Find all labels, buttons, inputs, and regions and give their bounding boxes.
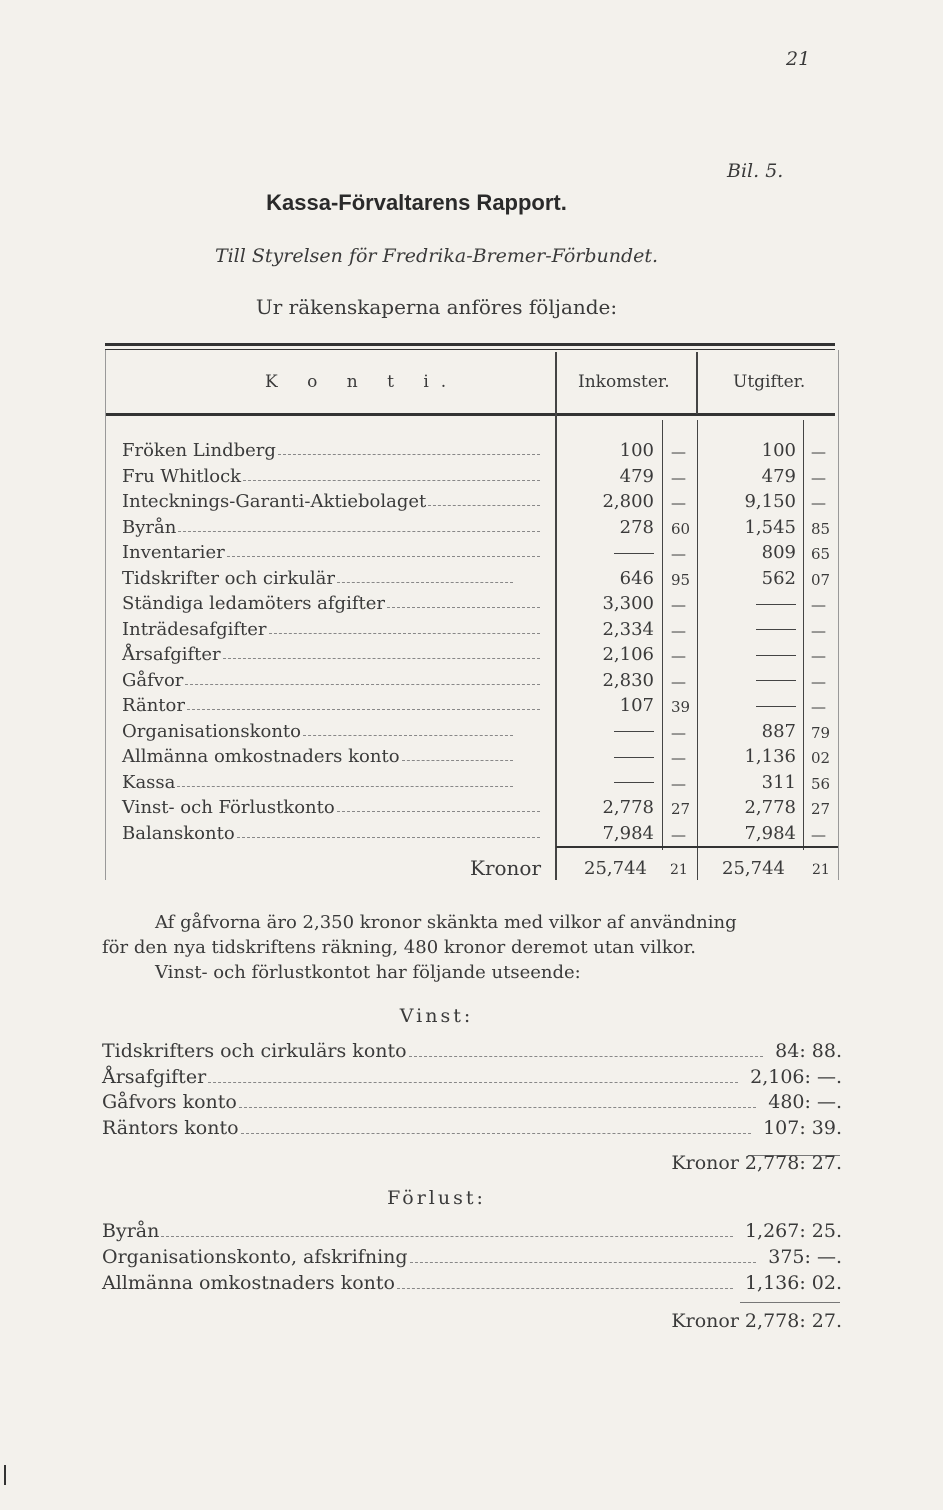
utgifter-kronor: 809	[761, 542, 796, 563]
utgifter-kronor: 562	[761, 567, 796, 589]
leader-dots	[410, 1262, 757, 1263]
account-name: Gåfvor	[122, 669, 184, 691]
leader-dots	[337, 582, 513, 583]
forlust-heading: Förlust:	[387, 1187, 486, 1209]
table-row	[0, 619, 943, 645]
utgifter-ore: —	[811, 825, 826, 844]
empty-amount-dash	[614, 731, 654, 732]
utgifter-ore: —	[811, 647, 826, 665]
utgifter-ore: —	[811, 468, 826, 487]
inkomster-ore: —	[671, 647, 686, 665]
leader-dots	[227, 556, 540, 557]
vinst-row	[102, 1091, 842, 1117]
leader-dots	[161, 1236, 733, 1237]
forlust-item-name: Organisationskonto, afskrifning	[102, 1246, 408, 1268]
inkomster-ore: —	[671, 774, 686, 793]
inkomster-kronor: 2,800	[602, 491, 654, 512]
account-name: Intecknings-Garanti-Aktiebolaget	[122, 491, 427, 512]
utgifter-kronor: 1,136	[744, 746, 796, 767]
table-row	[0, 797, 943, 823]
inkomster-kronor	[614, 721, 654, 742]
utgifter-ore: —	[811, 596, 826, 614]
table-row	[0, 772, 943, 798]
account-name: Kassa	[122, 771, 176, 793]
vinst-item-value: 107: 39.	[763, 1116, 842, 1139]
vinst-item-value: 480: —.	[768, 1091, 842, 1113]
utgifter-kronor	[756, 695, 796, 716]
inkomster-kronor	[614, 746, 654, 767]
header-inkomster: Inkomster.	[578, 372, 670, 392]
vinst-heading: Vinst:	[399, 1005, 474, 1027]
vinst-total: Kronor 2,778: 27.	[671, 1152, 842, 1174]
leader-dots	[397, 1288, 733, 1289]
table-row	[0, 644, 943, 670]
table-row	[0, 517, 943, 543]
inkomster-kronor: 7,984	[602, 822, 654, 844]
utgifter-ore: 27	[811, 800, 831, 818]
utgifter-kronor: 479	[761, 465, 796, 487]
forlust-row	[102, 1220, 842, 1246]
table-row	[0, 695, 943, 721]
leader-dots	[187, 709, 540, 710]
inkomster-ore: —	[671, 621, 686, 640]
forlust-total: Kronor 2,778: 27.	[671, 1310, 842, 1332]
utgifter-ore: 65	[811, 545, 831, 563]
account-name: Allmänna omkostnaders konto	[122, 746, 400, 767]
utgifter-ore: —	[811, 672, 826, 691]
utgifter-ore: —	[811, 698, 826, 716]
leader-dots	[243, 480, 540, 481]
inkomster-kronor	[614, 542, 654, 563]
inkomster-kronor: 479	[619, 465, 654, 487]
vinst-item-name: Gåfvors konto	[102, 1091, 237, 1113]
leader-dots	[428, 505, 540, 506]
inkomster-kronor: 646	[619, 567, 654, 589]
forlust-sum-rule	[740, 1302, 840, 1303]
forlust-item-value: 1,136: 02.	[744, 1272, 842, 1294]
leader-dots	[337, 811, 540, 812]
empty-amount-dash	[756, 706, 796, 707]
leader-dots	[387, 607, 540, 608]
account-name: Fröken Lindberg	[122, 440, 276, 461]
inkomster-kronor: 3,300	[602, 593, 654, 614]
table-row	[0, 568, 943, 594]
inkomster-kronor: 278	[619, 516, 654, 538]
leader-dots	[223, 658, 540, 659]
account-name: Byrån	[122, 516, 177, 538]
total-rule	[556, 846, 838, 848]
utgifter-kronor: 7,984	[744, 822, 796, 844]
forlust-row	[102, 1272, 842, 1298]
inkomster-ore: —	[671, 468, 686, 487]
page-number: 21	[786, 48, 811, 70]
header-utgifter: Utgifter.	[733, 372, 806, 392]
paragraph-gifts-line1: Af gåfvorna äro 2,350 kronor skänkta med vilkor af användning	[155, 912, 737, 933]
table-row	[0, 746, 943, 772]
total-inkomster-ore: 21	[670, 862, 688, 878]
table-row	[0, 823, 943, 849]
forlust-item-name: Byrån	[102, 1220, 160, 1242]
inkomster-ore: 39	[671, 698, 691, 716]
inkomster-ore: —	[671, 723, 686, 742]
utgifter-kronor: 100	[761, 440, 796, 461]
utgifter-kronor	[756, 593, 796, 614]
table-header-rule	[105, 413, 835, 416]
inkomster-ore: —	[671, 494, 686, 512]
utgifter-kronor: 887	[761, 720, 796, 742]
utgifter-ore: —	[811, 621, 826, 640]
inkomster-ore: —	[671, 749, 686, 767]
utgifter-ore: 56	[811, 774, 831, 793]
leader-dots	[269, 633, 540, 634]
utgifter-ore: 85	[811, 519, 831, 538]
scan-mark	[4, 1465, 6, 1485]
leader-dots	[402, 760, 513, 761]
inkomster-ore: —	[671, 596, 686, 614]
utgifter-kronor	[756, 619, 796, 640]
vinst-item-value: 2,106: —.	[750, 1065, 842, 1088]
vinst-item-name: Räntors konto	[102, 1116, 239, 1139]
utgifter-kronor	[756, 644, 796, 665]
utgifter-kronor: 311	[761, 771, 796, 793]
inkomster-ore: 27	[671, 800, 691, 818]
utgifter-ore: 07	[811, 570, 831, 589]
addressee: Till Styrelsen för Fredrika-Bremer-Förbundet.	[214, 245, 659, 267]
table-row	[0, 593, 943, 619]
leader-dots	[278, 454, 540, 455]
vinst-row	[102, 1066, 842, 1092]
account-name: Inventarier	[122, 542, 225, 563]
utgifter-ore: 02	[811, 749, 831, 767]
paragraph-profit-loss: Vinst- och förlustkontot har följande utseende:	[155, 962, 581, 983]
leader-dots	[237, 837, 540, 838]
header-konti: K o n t i.	[265, 372, 459, 392]
table-row	[0, 466, 943, 492]
account-name: Räntor	[122, 695, 185, 716]
leader-dots	[303, 735, 513, 736]
empty-amount-dash	[614, 757, 654, 758]
empty-amount-dash	[614, 782, 654, 783]
forlust-item-name: Allmänna omkostnaders konto	[102, 1272, 395, 1294]
vinst-row	[102, 1117, 842, 1143]
account-name: Inträdesafgifter	[122, 618, 267, 640]
inkomster-kronor	[614, 772, 654, 793]
total-inkomster-kr: 25,744	[584, 858, 647, 879]
account-name: Organisationskonto	[122, 720, 301, 742]
vinst-item-value: 84: 88.	[775, 1040, 842, 1062]
utgifter-ore: —	[811, 443, 826, 461]
leader-dots	[177, 786, 513, 787]
inkomster-ore: —	[671, 825, 686, 844]
inkomster-kronor: 2,830	[602, 669, 654, 691]
inkomster-ore: —	[671, 443, 686, 461]
empty-amount-dash	[756, 604, 796, 605]
inkomster-kronor: 107	[619, 695, 654, 716]
vinst-item-name: Tidskrifters och cirkulärs konto	[102, 1040, 407, 1062]
leader-dots	[409, 1056, 764, 1057]
inkomster-kronor: 2,334	[602, 618, 654, 640]
intro-text: Ur räkenskaperna anföres följande:	[255, 295, 618, 319]
inkomster-kronor: 2,778	[602, 797, 654, 818]
forlust-row	[102, 1246, 842, 1272]
table-top-rule-thin	[105, 349, 835, 350]
utgifter-kronor: 1,545	[744, 516, 796, 538]
table-row	[0, 440, 943, 466]
account-name: Tidskrifter och cirkulär	[122, 567, 335, 589]
empty-amount-dash	[756, 629, 796, 630]
forlust-item-value: 375: —.	[768, 1246, 842, 1268]
inkomster-ore: 60	[671, 519, 691, 538]
page-title: Kassa-Förvaltarens Rapport.	[266, 190, 567, 215]
leader-dots	[208, 1082, 738, 1083]
utgifter-kronor: 9,150	[744, 491, 796, 512]
total-utgifter-kr: 25,744	[722, 858, 785, 879]
empty-amount-dash	[756, 680, 796, 681]
account-name: Balanskonto	[122, 822, 235, 844]
account-name: Ständiga ledamöters afgifter	[122, 593, 385, 614]
account-name: Vinst- och Förlustkonto	[122, 797, 335, 818]
appendix-label: Bil. 5.	[727, 160, 784, 182]
utgifter-ore: —	[811, 494, 826, 512]
total-label: Kronor	[470, 856, 542, 880]
total-utgifter-ore: 21	[812, 862, 830, 878]
utgifter-ore: 79	[811, 723, 831, 742]
account-name: Årsafgifter	[122, 644, 221, 665]
paragraph-gifts-line2: för den nya tidskriftens räkning, 480 kronor deremot utan vilkor.	[102, 937, 696, 958]
leader-dots	[178, 531, 540, 532]
forlust-item-value: 1,267: 25.	[744, 1220, 842, 1242]
vinst-row	[102, 1040, 842, 1066]
inkomster-kronor: 100	[619, 440, 654, 461]
table-row	[0, 670, 943, 696]
empty-amount-dash	[756, 655, 796, 656]
leader-dots	[185, 684, 540, 685]
utgifter-kronor	[756, 670, 796, 691]
inkomster-ore: —	[671, 545, 686, 563]
inkomster-ore: 95	[671, 570, 691, 589]
inkomster-ore: —	[671, 672, 686, 691]
inkomster-kronor: 2,106	[602, 644, 654, 665]
table-row	[0, 721, 943, 747]
utgifter-kronor: 2,778	[744, 797, 796, 818]
account-name: Fru Whitlock	[122, 465, 242, 487]
table-top-rule	[105, 343, 835, 346]
empty-amount-dash	[614, 553, 654, 554]
table-divider-2	[696, 352, 698, 414]
table-row	[0, 542, 943, 568]
table-row	[0, 491, 943, 517]
vinst-item-name: Årsafgifter	[102, 1065, 207, 1088]
leader-dots	[241, 1133, 752, 1134]
leader-dots	[239, 1107, 756, 1108]
